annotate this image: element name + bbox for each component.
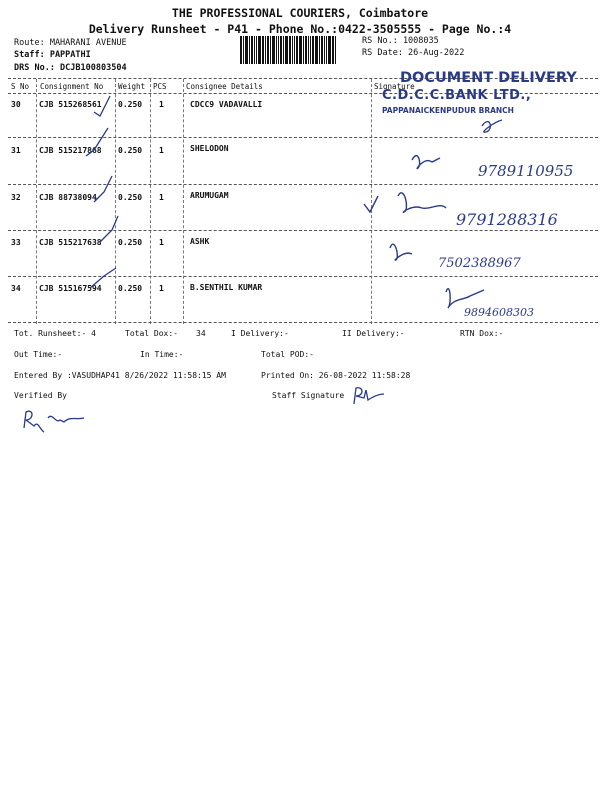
rtn-dox: RTN Dox:- — [460, 329, 504, 338]
row-pcs: 1 — [159, 238, 164, 247]
col-header-consignment: Consignment No — [40, 82, 104, 91]
row-sno: 34 — [11, 284, 21, 293]
row-weight: 0.250 — [118, 100, 143, 109]
col-sep — [150, 79, 151, 324]
i-delivery: I Delivery:- — [231, 329, 289, 338]
row-sno: 32 — [11, 193, 21, 202]
row-consignment: CJB 515167594 — [39, 284, 102, 293]
total-dox-value: 34 — [196, 329, 206, 338]
col-header-weight: Weight — [118, 82, 146, 91]
row-consignee: ASHK — [190, 237, 210, 246]
total-pod: Total POD:- — [261, 350, 314, 359]
runsheet-subtitle: Delivery Runsheet - P41 - Phone No.:0422-3505555 - Page No.:4 — [88, 22, 512, 36]
company-title: THE PROFESSIONAL COURIERS, Coimbatore — [171, 6, 429, 20]
col-sep — [183, 79, 184, 324]
row-pcs: 1 — [159, 284, 164, 293]
rs-date: RS Date: 26-Aug-2022 — [362, 48, 465, 58]
phone-handwritten: 9791288316 — [456, 210, 558, 229]
col-sep — [36, 79, 37, 324]
stamp-branch: PAPPANAICKENPUDUR BRANCH — [382, 106, 514, 115]
drs-number: DRS No.: DCJB100803504 — [14, 63, 127, 73]
row-sno: 33 — [11, 238, 21, 247]
row-pcs: 1 — [159, 193, 164, 202]
check-marks — [60, 92, 120, 322]
total-dox-label: Total Dox:- — [125, 329, 178, 338]
entered-by: Entered By :VASUDHAP41 8/26/2022 11:58:15 AM — [14, 371, 226, 380]
col-header-consignee: Consignee Details — [186, 82, 263, 91]
in-time: In Time:- — [140, 350, 184, 359]
verified-by: Verified By — [14, 391, 67, 400]
out-time: Out Time:- — [14, 350, 63, 359]
row-weight: 0.250 — [118, 284, 143, 293]
stamp-document-delivery: DOCUMENT DELIVERY — [400, 70, 577, 86]
stamp-bank-name: C.D.C.C.BANK LTD., — [382, 88, 532, 103]
row-consignment: CJB 88738094 — [39, 193, 97, 202]
ii-delivery: II Delivery:- — [342, 329, 405, 338]
row-consignee: SHELODON — [190, 144, 229, 153]
staff-text: Staff: PAPPATHI — [14, 50, 91, 60]
row-pcs: 1 — [159, 146, 164, 155]
phone-handwritten: 9894608303 — [464, 306, 534, 319]
row-weight: 0.250 — [118, 193, 143, 202]
row-sno: 31 — [11, 146, 21, 155]
col-header-pcs: PCS — [153, 82, 167, 91]
row-weight: 0.250 — [118, 146, 143, 155]
row-weight: 0.250 — [118, 238, 143, 247]
barcode — [240, 36, 352, 64]
tot-runsheet: Tot. Runsheet:- 4 — [14, 329, 96, 338]
row-pcs: 1 — [159, 100, 164, 109]
phone-handwritten: 7502388967 — [438, 256, 521, 271]
row-consignment: CJB 515217638 — [39, 238, 102, 247]
row-consignment: CJB 515268561 — [39, 100, 102, 109]
staff-signature-label: Staff Signature — [272, 391, 345, 400]
row-consignment: CJB 515217868 — [39, 146, 102, 155]
staff-signature — [350, 384, 390, 408]
phone-handwritten: 9789110955 — [478, 162, 574, 180]
row-sno: 30 — [11, 100, 21, 109]
rs-number: RS No.: 1008035 — [362, 36, 439, 46]
verifier-signature — [20, 406, 90, 436]
route-text: Route: MAHARANI AVENUE — [14, 38, 127, 48]
printed-on: Printed On: 26-08-2022 11:58:28 — [261, 371, 411, 380]
col-header-sno: S No — [11, 82, 30, 91]
row-consignee: B.SENTHIL KUMAR — [190, 283, 263, 292]
row-consignee: CDCC9 VADAVALLI — [190, 100, 263, 109]
row-consignee: ARUMUGAM — [190, 191, 229, 200]
col-header-signature: Signature — [374, 82, 415, 91]
